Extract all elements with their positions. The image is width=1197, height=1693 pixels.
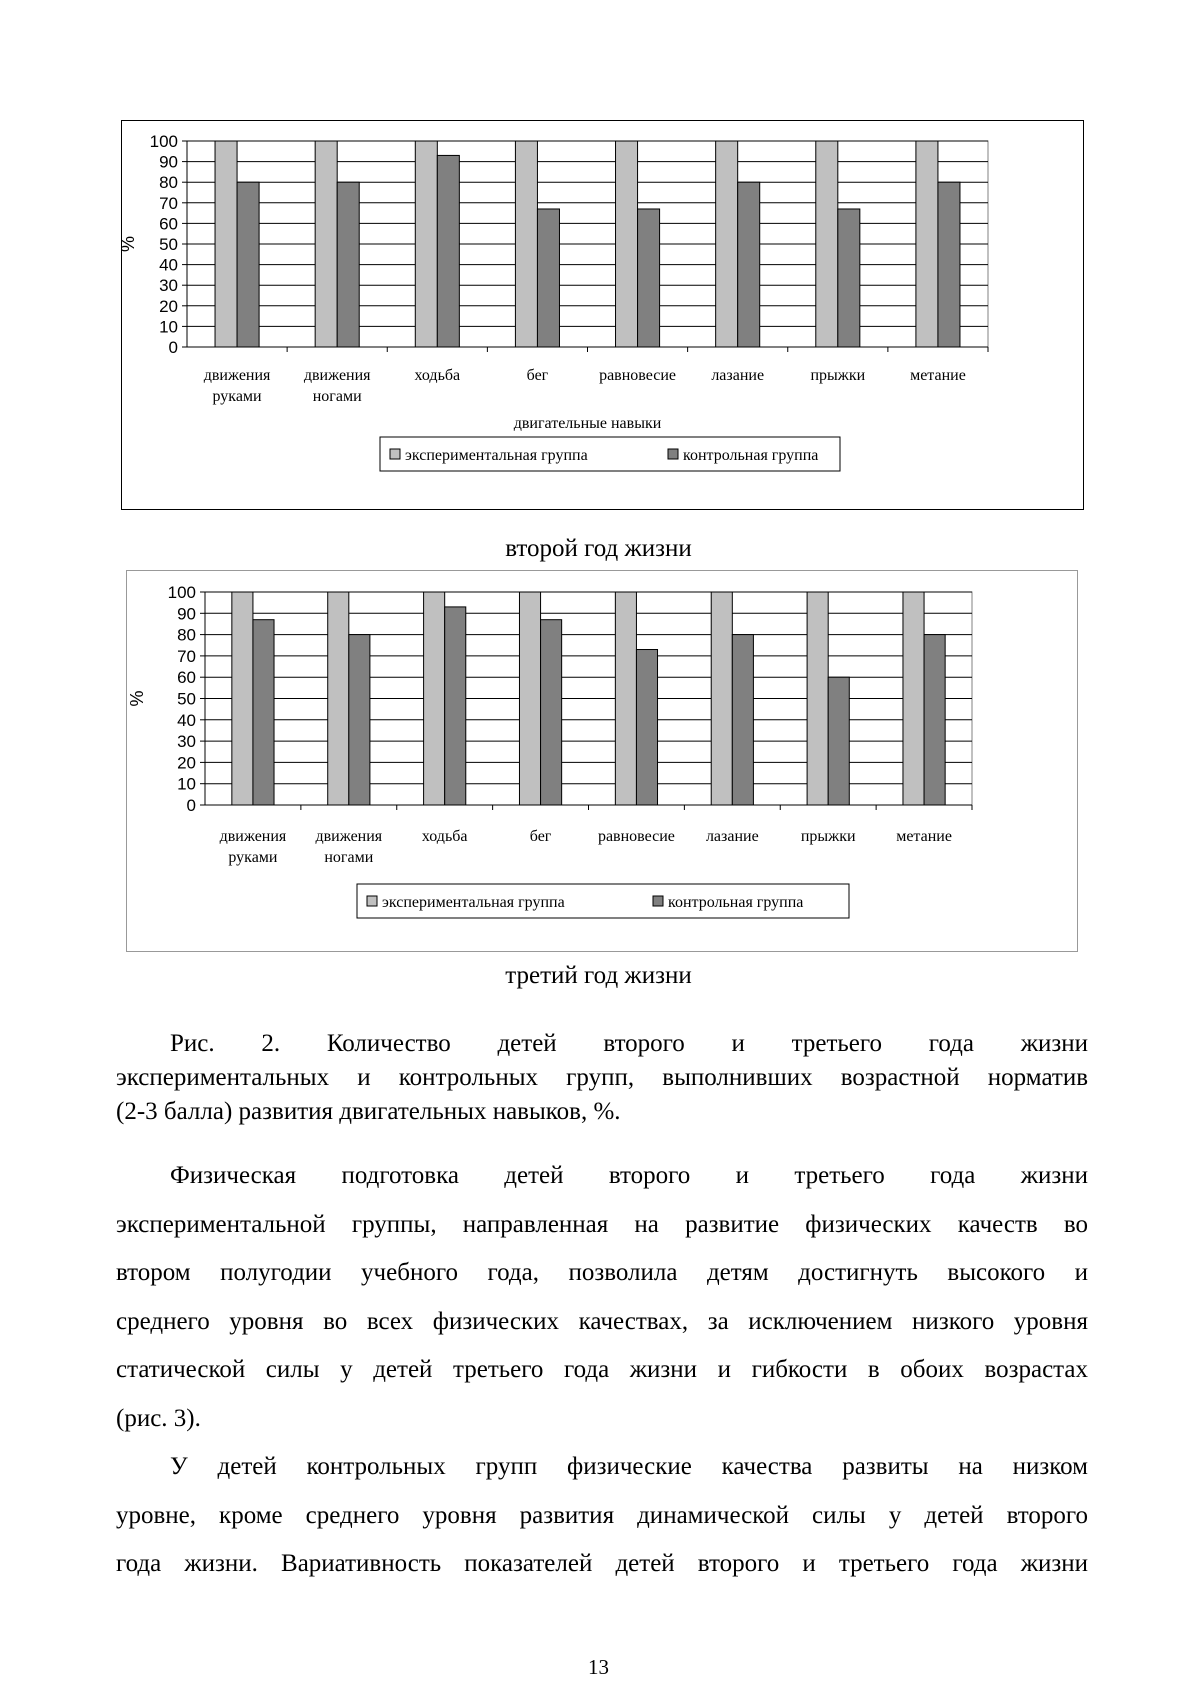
bar [232,592,253,805]
bar [636,650,657,805]
legend-label: контрольная группа [668,894,804,911]
bar-chart-year3 [126,570,1078,952]
bar [515,141,537,347]
paragraph-line: У детей контрольных групп физические качества развиты на низком [170,1453,1088,1480]
bar [616,141,638,347]
paragraph-line: (рис. 3). [116,1404,201,1432]
legend-label: экспериментальная группа [405,447,588,464]
x-tick-label: ногами [312,388,362,405]
page-number: 13 [588,1655,609,1679]
x-tick-label: лазание [705,828,759,845]
y-tick-label: 90 [177,604,196,624]
y-tick-label: 90 [159,152,178,172]
y-tick-label: 20 [159,296,178,316]
bar [828,677,849,805]
x-tick-label: ногами [324,849,374,866]
paragraph-line: уровне, кроме среднего уровня развития динамической силы у детей второго [116,1501,1088,1529]
paragraph-line: втором полугодии учебного года, позволила детям достигнуть высокого и [116,1259,1088,1286]
x-tick-label: метание [896,828,952,845]
bar [315,141,337,347]
paragraph-line: среднего уровня во всех физических качествах, за исключением низкого уровня [116,1307,1088,1335]
chart-caption-year3: третий год жизни [505,962,692,989]
x-tick-label: ходьба [421,828,468,845]
x-tick-label: прыжки [800,828,856,845]
bar [349,635,370,805]
paragraph-2 [116,1443,1088,1589]
figure-caption-line: экспериментальных и контрольных групп, выполнивших возрастной норматив [116,1064,1088,1091]
y-tick-label: 30 [159,276,178,296]
x-tick-label: бег [529,828,552,845]
y-tick-label: 100 [167,583,196,602]
bar [215,141,237,347]
bar [445,607,466,805]
y-tick-label: 50 [177,689,196,709]
bar [415,141,437,347]
paragraph-line: экспериментальной группы, направленная на развитие физических качеств во [116,1210,1088,1238]
y-tick-label: 60 [159,214,178,234]
x-tick-label: бег [526,367,549,384]
bar [328,592,349,805]
chart-plot-year3 [127,571,1077,951]
figure-caption [116,1027,1088,1129]
x-tick-label: руками [212,388,262,405]
legend-label: контрольная группа [683,447,819,464]
bar [816,141,838,347]
y-tick-label: 100 [149,132,178,151]
bar [437,155,459,347]
x-tick-label: прыжки [810,367,866,384]
bar [237,182,259,347]
y-tick-label: 80 [177,625,196,645]
bar [711,592,732,805]
y-tick-label: 0 [168,338,178,357]
y-axis-label: % [118,235,138,253]
bar [916,141,938,347]
bar [424,592,445,805]
x-tick-label: равновесие [599,367,677,384]
bar [738,182,760,347]
y-tick-label: 0 [186,796,196,815]
bar [541,620,562,805]
y-axis-label: % [127,690,147,707]
bar [337,182,359,347]
x-tick-label: движения [303,367,371,384]
paragraph-line: года жизни. Вариативность показателей детей второго и третьего года жизни [116,1550,1088,1577]
bar [732,635,753,805]
figure-caption-line: (2-3 балла) развития двигательных навыков, %. [116,1098,621,1125]
bar [615,592,636,805]
bar [938,182,960,347]
y-tick-label: 10 [159,317,178,337]
bar [903,592,924,805]
figure-caption-line: Рис. 2. Количество детей второго и третьего года жизни [170,1030,1088,1057]
legend-swatch [367,896,377,906]
legend-swatch [668,449,678,459]
bar [924,635,945,805]
y-tick-label: 60 [177,668,196,688]
bar [807,592,828,805]
bar-chart-year2 [118,120,1084,510]
x-tick-label: равновесие [597,828,675,845]
bar [838,209,860,347]
x-tick-label: руками [228,849,278,866]
x-axis-label: двигательные навыки [513,415,662,432]
paragraph-line: статической силы у детей третьего года жизни и гибкости в обоих возрастах [116,1356,1088,1383]
y-tick-label: 40 [159,255,178,275]
x-tick-label: движения [219,828,287,845]
chart-caption-year2: второй год жизни [505,535,692,562]
y-tick-label: 10 [177,774,196,794]
x-tick-label: ходьба [414,367,461,384]
bar [716,141,738,347]
paragraph-line: Физическая подготовка детей второго и третьего года жизни [170,1162,1088,1189]
y-tick-label: 70 [159,193,178,213]
legend-swatch [390,449,400,459]
bar [638,209,660,347]
y-tick-label: 50 [159,235,178,254]
legend-swatch [653,896,663,906]
y-tick-label: 30 [177,732,196,752]
y-tick-label: 80 [159,173,178,193]
y-tick-label: 70 [177,646,196,666]
x-tick-label: движения [315,828,383,845]
x-tick-label: движения [203,367,271,384]
paragraph-1 [116,1152,1088,1443]
y-tick-label: 20 [177,753,196,773]
bar [253,620,274,805]
x-tick-label: лазание [711,367,765,384]
x-tick-label: метание [910,367,966,384]
legend-label: экспериментальная группа [382,894,565,911]
bar [537,209,559,347]
y-tick-label: 40 [177,710,196,730]
bar [519,592,540,805]
chart-plot-year2 [118,121,1083,509]
